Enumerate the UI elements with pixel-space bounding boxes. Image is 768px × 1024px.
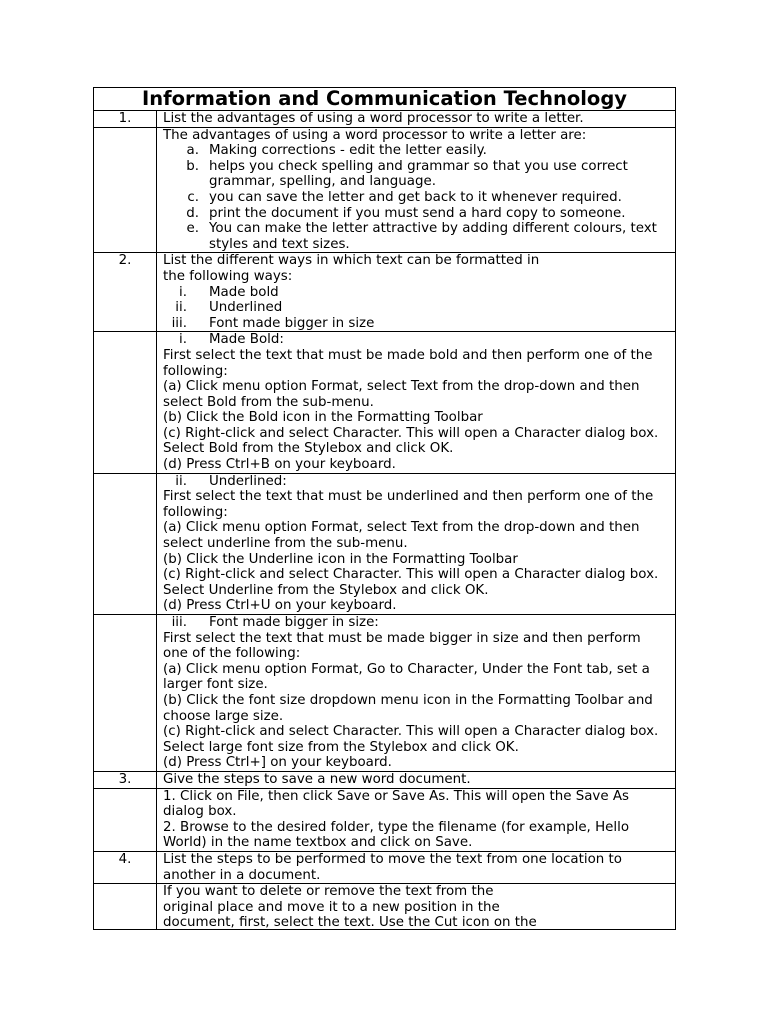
answer-line: (c) Right-click and select Character. This will open a Character dialog box. Select Bold from the Stylebox and click OK. (163, 425, 659, 457)
answer-line: (c) Right-click and select Character. This will open a Character dialog box. Select large font size from the Stylebox and click OK. (163, 724, 659, 755)
empty-number-cell (94, 332, 157, 473)
section-heading-text: Underlined: (209, 473, 287, 489)
list-item (163, 221, 669, 252)
list-item (163, 159, 669, 190)
answer-line: (d) Press Ctrl+] on your keyboard. (163, 755, 392, 771)
answer-line: 1. Click on File, then click Save or Save As. This will open the Save As dialog box. (163, 788, 629, 820)
answer-line: (a) Click menu option Format, select Text from the drop-down and then select Bold from the sub-menu. (163, 379, 640, 410)
truncated-answer (163, 884, 669, 929)
answer-line: If you want to delete or remove the text from the (163, 884, 494, 900)
list-marker: a. (186, 143, 199, 159)
list-item-text: print the document if you must send a hard copy to someone. (209, 205, 626, 221)
answer-cell (157, 788, 676, 851)
list-item (163, 316, 669, 332)
list-marker: ii. (175, 300, 187, 316)
answer-line: (d) Press Ctrl+B on your keyboard. (163, 457, 396, 473)
answer-line: (b) Click the Bold icon in the Formatting Toolbar (163, 410, 483, 426)
question-row (94, 771, 676, 788)
question-text: Give the steps to save a new word document. (157, 771, 676, 788)
list-item (163, 143, 669, 159)
answer-line: 2. Browse to the desired folder, type the filename (for example, Hello World) in the name textbox and click on Save. (163, 819, 630, 851)
answer-line: original place and move it to a new position in the (163, 899, 500, 915)
empty-number-cell (94, 615, 157, 772)
answer-cell (157, 473, 676, 614)
answer-line: First select the text that must be underlined and then perform one of the following: (163, 489, 654, 520)
answer-row (94, 884, 676, 930)
empty-number-cell (94, 127, 157, 253)
answer-row (94, 615, 676, 772)
list-item-text: you can save the letter and get back to it whenever required. (209, 189, 622, 205)
list-marker: iii. (171, 315, 187, 331)
title-row (94, 88, 676, 111)
list-item-text: helps you check spelling and grammar so that you use correct grammar, spelling, and language. (209, 158, 628, 190)
list-item-text: Making corrections - edit the letter easily. (209, 143, 487, 159)
list-marker: iii. (171, 615, 187, 630)
answer-line: (b) Click the Underline icon in the Formatting Toolbar (163, 551, 518, 567)
question-text: List the advantages of using a word processor to write a letter. (157, 111, 676, 128)
question-text-line: the following ways: (163, 268, 293, 284)
list-marker: d. (186, 205, 199, 221)
answer-line: document, first, select the text. Use the Cut icon on the (163, 915, 537, 930)
question-number: 2. (94, 253, 157, 332)
answer-cell (157, 332, 676, 473)
answer-intro: The advantages of using a word processor to write a letter are: (163, 127, 587, 143)
document-table (93, 87, 676, 930)
answer-row (94, 788, 676, 851)
list-marker: i. (179, 284, 187, 300)
answer-cell (157, 884, 676, 930)
question-text: List the steps to be performed to move the text from one location to another in a document. (157, 851, 676, 883)
empty-number-cell (94, 884, 157, 930)
answer-line: First select the text that must be made bigger in size and then perform one of the following: (163, 630, 641, 662)
list-marker: ii. (175, 473, 187, 489)
answer-line: (c) Right-click and select Character. This will open a Character dialog box. Select Underline from the Stylebox and click OK. (163, 567, 659, 598)
question-number: 1. (94, 111, 157, 128)
list-item (163, 300, 669, 316)
list-item-text: You can make the letter attractive by adding different colours, text styles and text sizes. (209, 221, 657, 252)
empty-number-cell (94, 473, 157, 614)
list-item (163, 206, 669, 222)
question-number: 4. (94, 851, 157, 883)
question-row (94, 851, 676, 883)
answer-cell (157, 615, 676, 772)
empty-number-cell (94, 788, 157, 851)
question-text-line: List the different ways in which text can be formatted in (163, 253, 540, 269)
list-item-text: Underlined (209, 300, 283, 316)
list-marker: c. (187, 189, 199, 205)
list-marker: e. (186, 221, 199, 237)
question-cell (157, 253, 676, 332)
list-item (163, 190, 669, 206)
answer-line: (d) Press Ctrl+U on your keyboard. (163, 598, 397, 614)
section-heading-text: Made Bold: (209, 332, 284, 348)
list-item (163, 285, 669, 301)
answer-line: First select the text that must be made bold and then perform one of the following: (163, 347, 653, 379)
answer-row (94, 127, 676, 253)
section-heading (163, 332, 669, 348)
question-row (94, 253, 676, 332)
answer-line: (b) Click the font size dropdown menu icon in the Formatting Toolbar and choose large size. (163, 692, 653, 724)
document-title: Information and Communication Technology (94, 88, 676, 111)
list-item-text: Made bold (209, 284, 279, 300)
section-heading (163, 474, 669, 490)
answer-row (94, 473, 676, 614)
section-heading-text: Font made bigger in size: (209, 615, 379, 630)
list-marker: b. (186, 158, 199, 174)
answer-line: (a) Click menu option Format, Go to Character, Under the Font tab, set a larger font size. (163, 661, 650, 693)
answer-row (94, 332, 676, 473)
question-row (94, 111, 676, 128)
section-heading (163, 615, 669, 631)
question-number: 3. (94, 771, 157, 788)
answer-cell (157, 127, 676, 253)
list-marker: i. (179, 332, 187, 348)
list-item-text: Font made bigger in size (209, 315, 375, 331)
answer-line: (a) Click menu option Format, select Text from the drop-down and then select underline from the sub-menu. (163, 520, 640, 552)
